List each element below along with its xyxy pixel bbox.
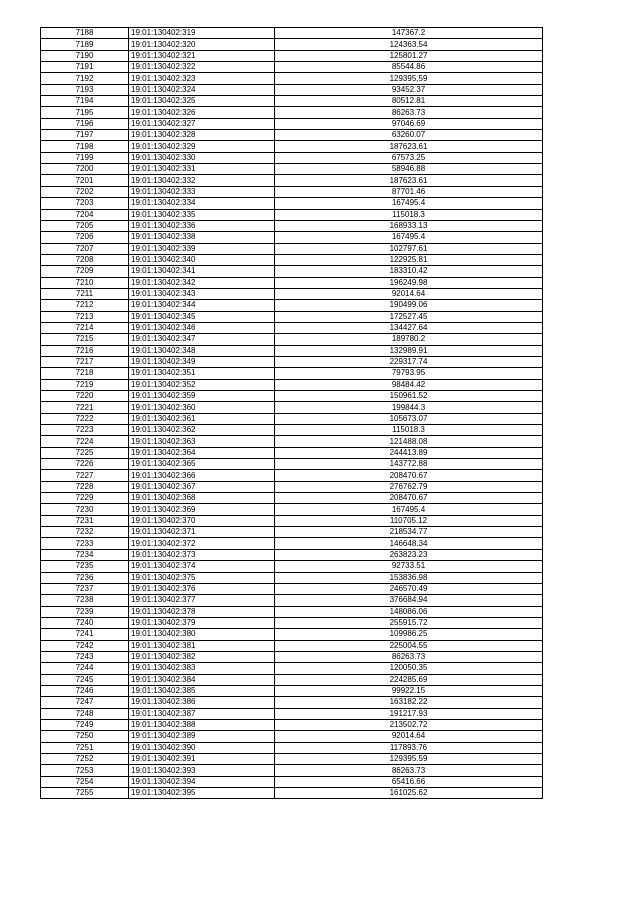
table-row [41, 254, 543, 265]
row-number-cell: 7219 [41, 379, 129, 390]
value-cell: 263823.23 [275, 549, 543, 560]
cadastral-number-cell: 19:01:130402:359 [129, 391, 275, 402]
cadastral-number-cell: 19:01:130402:387 [129, 708, 275, 719]
value-cell: 121488.08 [275, 436, 543, 447]
table-row [41, 640, 543, 651]
row-number-cell: 7237 [41, 583, 129, 594]
value-cell: 208470.67 [275, 470, 543, 481]
table-row [41, 538, 543, 549]
value-cell: 143772.88 [275, 459, 543, 470]
cadastral-number-cell: 19:01:130402:351 [129, 368, 275, 379]
row-number-cell: 7243 [41, 651, 129, 662]
value-cell: 167495.4 [275, 504, 543, 515]
value-cell: 125801.27 [275, 50, 543, 61]
table-row [41, 629, 543, 640]
cadastral-number-cell: 19:01:130402:326 [129, 107, 275, 118]
row-number-cell: 7209 [41, 266, 129, 277]
table-row [41, 583, 543, 594]
table-row [41, 198, 543, 209]
value-cell: 172527.45 [275, 311, 543, 322]
table-body [41, 28, 543, 799]
row-number-cell: 7244 [41, 663, 129, 674]
cadastral-number-cell: 19:01:130402:320 [129, 39, 275, 50]
table-row [41, 39, 543, 50]
row-number-cell: 7204 [41, 209, 129, 220]
cadastral-number-cell: 19:01:130402:374 [129, 561, 275, 572]
cadastral-number-cell: 19:01:130402:362 [129, 425, 275, 436]
table-row [41, 549, 543, 560]
table-row [41, 288, 543, 299]
value-cell: 115018.3 [275, 209, 543, 220]
row-number-cell: 7225 [41, 447, 129, 458]
row-number-cell: 7214 [41, 322, 129, 333]
value-cell: 224285.69 [275, 674, 543, 685]
value-cell: 134427.64 [275, 322, 543, 333]
row-number-cell: 7206 [41, 232, 129, 243]
cadastral-number-cell: 19:01:130402:321 [129, 50, 275, 61]
table-row [41, 186, 543, 197]
cadastral-number-cell: 19:01:130402:382 [129, 651, 275, 662]
table-row [41, 334, 543, 345]
table-row [41, 345, 543, 356]
row-number-cell: 7202 [41, 186, 129, 197]
value-cell: 168933.13 [275, 220, 543, 231]
table-row [41, 697, 543, 708]
row-number-cell: 7188 [41, 28, 129, 39]
row-number-cell: 7238 [41, 595, 129, 606]
row-number-cell: 7248 [41, 708, 129, 719]
cadastral-number-cell: 19:01:130402:390 [129, 742, 275, 753]
row-number-cell: 7250 [41, 731, 129, 742]
row-number-cell: 7229 [41, 493, 129, 504]
table-row [41, 527, 543, 538]
data-table [40, 27, 543, 799]
table-row [41, 481, 543, 492]
value-cell: 244413.89 [275, 447, 543, 458]
value-cell: 65416.66 [275, 776, 543, 787]
cadastral-number-cell: 19:01:130402:329 [129, 141, 275, 152]
row-number-cell: 7192 [41, 73, 129, 84]
cadastral-number-cell: 19:01:130402:379 [129, 617, 275, 628]
cadastral-number-cell: 19:01:130402:360 [129, 402, 275, 413]
cadastral-number-cell: 19:01:130402:372 [129, 538, 275, 549]
value-cell: 146648.34 [275, 538, 543, 549]
cadastral-number-cell: 19:01:130402:381 [129, 640, 275, 651]
cadastral-number-cell: 19:01:130402:393 [129, 765, 275, 776]
table-row [41, 209, 543, 220]
row-number-cell: 7215 [41, 334, 129, 345]
value-cell: 376684.94 [275, 595, 543, 606]
cadastral-number-cell: 19:01:130402:391 [129, 754, 275, 765]
row-number-cell: 7255 [41, 788, 129, 799]
table-row [41, 356, 543, 367]
cadastral-number-cell: 19:01:130402:323 [129, 73, 275, 84]
value-cell: 187623.61 [275, 175, 543, 186]
value-cell: 120050.35 [275, 663, 543, 674]
value-cell: 85544.86 [275, 62, 543, 73]
row-number-cell: 7230 [41, 504, 129, 515]
value-cell: 150961.52 [275, 391, 543, 402]
row-number-cell: 7199 [41, 152, 129, 163]
row-number-cell: 7194 [41, 96, 129, 107]
row-number-cell: 7224 [41, 436, 129, 447]
table-row [41, 447, 543, 458]
row-number-cell: 7247 [41, 697, 129, 708]
row-number-cell: 7203 [41, 198, 129, 209]
value-cell: 92733.51 [275, 561, 543, 572]
value-cell: 167495.4 [275, 232, 543, 243]
table-row [41, 459, 543, 470]
table-row [41, 515, 543, 526]
value-cell: 98484.42 [275, 379, 543, 390]
table-row [41, 152, 543, 163]
value-cell: 129395.59 [275, 73, 543, 84]
table-row [41, 765, 543, 776]
value-cell: 58946.88 [275, 164, 543, 175]
row-number-cell: 7195 [41, 107, 129, 118]
cadastral-number-cell: 19:01:130402:330 [129, 152, 275, 163]
value-cell: 213502.72 [275, 719, 543, 730]
cadastral-number-cell: 19:01:130402:338 [129, 232, 275, 243]
row-number-cell: 7234 [41, 549, 129, 560]
value-cell: 196249.98 [275, 277, 543, 288]
table-row [41, 322, 543, 333]
table-row [41, 425, 543, 436]
cadastral-number-cell: 19:01:130402:384 [129, 674, 275, 685]
value-cell: 191217.93 [275, 708, 543, 719]
value-cell: 163182.22 [275, 697, 543, 708]
row-number-cell: 7223 [41, 425, 129, 436]
row-number-cell: 7249 [41, 719, 129, 730]
table-row [41, 674, 543, 685]
table-row [41, 368, 543, 379]
row-number-cell: 7216 [41, 345, 129, 356]
value-cell: 208470.67 [275, 493, 543, 504]
table-row [41, 96, 543, 107]
table-row [41, 130, 543, 141]
table-row [41, 243, 543, 254]
table-row [41, 470, 543, 481]
cadastral-number-cell: 19:01:130402:322 [129, 62, 275, 73]
table-row [41, 28, 543, 39]
value-cell: 229317.74 [275, 356, 543, 367]
value-cell: 99922.15 [275, 685, 543, 696]
row-number-cell: 7200 [41, 164, 129, 175]
row-number-cell: 7245 [41, 674, 129, 685]
cadastral-number-cell: 19:01:130402:389 [129, 731, 275, 742]
table-row [41, 504, 543, 515]
value-cell: 129395.59 [275, 754, 543, 765]
cadastral-number-cell: 19:01:130402:364 [129, 447, 275, 458]
table-row [41, 277, 543, 288]
row-number-cell: 7251 [41, 742, 129, 753]
row-number-cell: 7197 [41, 130, 129, 141]
value-cell: 167495.4 [275, 198, 543, 209]
row-number-cell: 7190 [41, 50, 129, 61]
value-cell: 105673.07 [275, 413, 543, 424]
row-number-cell: 7189 [41, 39, 129, 50]
table-row [41, 266, 543, 277]
row-number-cell: 7217 [41, 356, 129, 367]
value-cell: 86263.73 [275, 107, 543, 118]
cadastral-number-cell: 19:01:130402:343 [129, 288, 275, 299]
table-row [41, 107, 543, 118]
value-cell: 109986.25 [275, 629, 543, 640]
value-cell: 218534.77 [275, 527, 543, 538]
cadastral-number-cell: 19:01:130402:367 [129, 481, 275, 492]
table-row [41, 731, 543, 742]
row-number-cell: 7236 [41, 572, 129, 583]
table-row [41, 118, 543, 129]
table-row [41, 391, 543, 402]
table-row [41, 232, 543, 243]
cadastral-number-cell: 19:01:130402:347 [129, 334, 275, 345]
row-number-cell: 7239 [41, 606, 129, 617]
value-cell: 255915.72 [275, 617, 543, 628]
cadastral-number-cell: 19:01:130402:344 [129, 300, 275, 311]
row-number-cell: 7201 [41, 175, 129, 186]
value-cell: 225004.55 [275, 640, 543, 651]
cadastral-number-cell: 19:01:130402:366 [129, 470, 275, 481]
value-cell: 110705.12 [275, 515, 543, 526]
row-number-cell: 7198 [41, 141, 129, 152]
table-row [41, 776, 543, 787]
table-row [41, 606, 543, 617]
value-cell: 122925.81 [275, 254, 543, 265]
cadastral-number-cell: 19:01:130402:368 [129, 493, 275, 504]
value-cell: 132989.91 [275, 345, 543, 356]
row-number-cell: 7191 [41, 62, 129, 73]
cadastral-number-cell: 19:01:130402:361 [129, 413, 275, 424]
table-row [41, 754, 543, 765]
value-cell: 189780.2 [275, 334, 543, 345]
cadastral-number-cell: 19:01:130402:336 [129, 220, 275, 231]
cadastral-number-cell: 19:01:130402:395 [129, 788, 275, 799]
row-number-cell: 7196 [41, 118, 129, 129]
table-row [41, 379, 543, 390]
cadastral-number-cell: 19:01:130402:341 [129, 266, 275, 277]
table-row [41, 788, 543, 799]
cadastral-number-cell: 19:01:130402:378 [129, 606, 275, 617]
cadastral-number-cell: 19:01:130402:333 [129, 186, 275, 197]
row-number-cell: 7213 [41, 311, 129, 322]
row-number-cell: 7208 [41, 254, 129, 265]
cadastral-number-cell: 19:01:130402:349 [129, 356, 275, 367]
table-row [41, 311, 543, 322]
table-row [41, 164, 543, 175]
table-row [41, 617, 543, 628]
table-row [41, 572, 543, 583]
value-cell: 148086.06 [275, 606, 543, 617]
cadastral-number-cell: 19:01:130402:375 [129, 572, 275, 583]
value-cell: 115018.3 [275, 425, 543, 436]
row-number-cell: 7242 [41, 640, 129, 651]
table-row [41, 62, 543, 73]
cadastral-number-cell: 19:01:130402:385 [129, 685, 275, 696]
row-number-cell: 7212 [41, 300, 129, 311]
value-cell: 117893.76 [275, 742, 543, 753]
cadastral-number-cell: 19:01:130402:370 [129, 515, 275, 526]
value-cell: 199844.3 [275, 402, 543, 413]
row-number-cell: 7205 [41, 220, 129, 231]
cadastral-number-cell: 19:01:130402:345 [129, 311, 275, 322]
table-row [41, 73, 543, 84]
table-row [41, 402, 543, 413]
table-row [41, 50, 543, 61]
row-number-cell: 7235 [41, 561, 129, 572]
cadastral-number-cell: 19:01:130402:319 [129, 28, 275, 39]
row-number-cell: 7228 [41, 481, 129, 492]
row-number-cell: 7252 [41, 754, 129, 765]
value-cell: 63260.07 [275, 130, 543, 141]
cadastral-number-cell: 19:01:130402:340 [129, 254, 275, 265]
cadastral-number-cell: 19:01:130402:380 [129, 629, 275, 640]
table-row [41, 84, 543, 95]
row-number-cell: 7254 [41, 776, 129, 787]
row-number-cell: 7210 [41, 277, 129, 288]
value-cell: 147367.2 [275, 28, 543, 39]
cadastral-number-cell: 19:01:130402:376 [129, 583, 275, 594]
table-row [41, 436, 543, 447]
value-cell: 102797.61 [275, 243, 543, 254]
value-cell: 183310.42 [275, 266, 543, 277]
value-cell: 246570.49 [275, 583, 543, 594]
cadastral-number-cell: 19:01:130402:352 [129, 379, 275, 390]
row-number-cell: 7231 [41, 515, 129, 526]
value-cell: 190499.06 [275, 300, 543, 311]
cadastral-number-cell: 19:01:130402:346 [129, 322, 275, 333]
cadastral-number-cell: 19:01:130402:386 [129, 697, 275, 708]
cadastral-number-cell: 19:01:130402:348 [129, 345, 275, 356]
cadastral-number-cell: 19:01:130402:377 [129, 595, 275, 606]
row-number-cell: 7233 [41, 538, 129, 549]
value-cell: 153836.98 [275, 572, 543, 583]
cadastral-number-cell: 19:01:130402:342 [129, 277, 275, 288]
row-number-cell: 7222 [41, 413, 129, 424]
row-number-cell: 7221 [41, 402, 129, 413]
cadastral-number-cell: 19:01:130402:394 [129, 776, 275, 787]
row-number-cell: 7211 [41, 288, 129, 299]
row-number-cell: 7253 [41, 765, 129, 776]
value-cell: 86263.73 [275, 651, 543, 662]
cadastral-number-cell: 19:01:130402:328 [129, 130, 275, 141]
table-row [41, 651, 543, 662]
value-cell: 87701.46 [275, 186, 543, 197]
value-cell: 86263.73 [275, 765, 543, 776]
table-row [41, 175, 543, 186]
table-row [41, 719, 543, 730]
row-number-cell: 7207 [41, 243, 129, 254]
table-row [41, 742, 543, 753]
row-number-cell: 7220 [41, 391, 129, 402]
value-cell: 93452.37 [275, 84, 543, 95]
cadastral-number-cell: 19:01:130402:383 [129, 663, 275, 674]
cadastral-number-cell: 19:01:130402:369 [129, 504, 275, 515]
cadastral-number-cell: 19:01:130402:335 [129, 209, 275, 220]
cadastral-number-cell: 19:01:130402:332 [129, 175, 275, 186]
cadastral-number-cell: 19:01:130402:363 [129, 436, 275, 447]
value-cell: 92014.64 [275, 731, 543, 742]
row-number-cell: 7232 [41, 527, 129, 538]
row-number-cell: 7227 [41, 470, 129, 481]
value-cell: 187623.61 [275, 141, 543, 152]
cadastral-number-cell: 19:01:130402:388 [129, 719, 275, 730]
table-row [41, 595, 543, 606]
table-row [41, 300, 543, 311]
table-row [41, 708, 543, 719]
cadastral-number-cell: 19:01:130402:365 [129, 459, 275, 470]
cadastral-number-cell: 19:01:130402:331 [129, 164, 275, 175]
value-cell: 79793.95 [275, 368, 543, 379]
table-row [41, 493, 543, 504]
cadastral-number-cell: 19:01:130402:334 [129, 198, 275, 209]
cadastral-number-cell: 19:01:130402:325 [129, 96, 275, 107]
cadastral-number-cell: 19:01:130402:371 [129, 527, 275, 538]
value-cell: 124363.54 [275, 39, 543, 50]
row-number-cell: 7193 [41, 84, 129, 95]
value-cell: 67573.25 [275, 152, 543, 163]
row-number-cell: 7241 [41, 629, 129, 640]
row-number-cell: 7226 [41, 459, 129, 470]
cadastral-number-cell: 19:01:130402:327 [129, 118, 275, 129]
row-number-cell: 7246 [41, 685, 129, 696]
table-row [41, 561, 543, 572]
cadastral-number-cell: 19:01:130402:339 [129, 243, 275, 254]
table-row [41, 685, 543, 696]
value-cell: 92014.64 [275, 288, 543, 299]
row-number-cell: 7218 [41, 368, 129, 379]
table-row [41, 413, 543, 424]
value-cell: 80512.81 [275, 96, 543, 107]
value-cell: 161025.62 [275, 788, 543, 799]
table-row [41, 220, 543, 231]
value-cell: 97046.69 [275, 118, 543, 129]
row-number-cell: 7240 [41, 617, 129, 628]
cadastral-number-cell: 19:01:130402:373 [129, 549, 275, 560]
cadastral-number-cell: 19:01:130402:324 [129, 84, 275, 95]
value-cell: 276762.79 [275, 481, 543, 492]
table-row [41, 141, 543, 152]
table-row [41, 663, 543, 674]
